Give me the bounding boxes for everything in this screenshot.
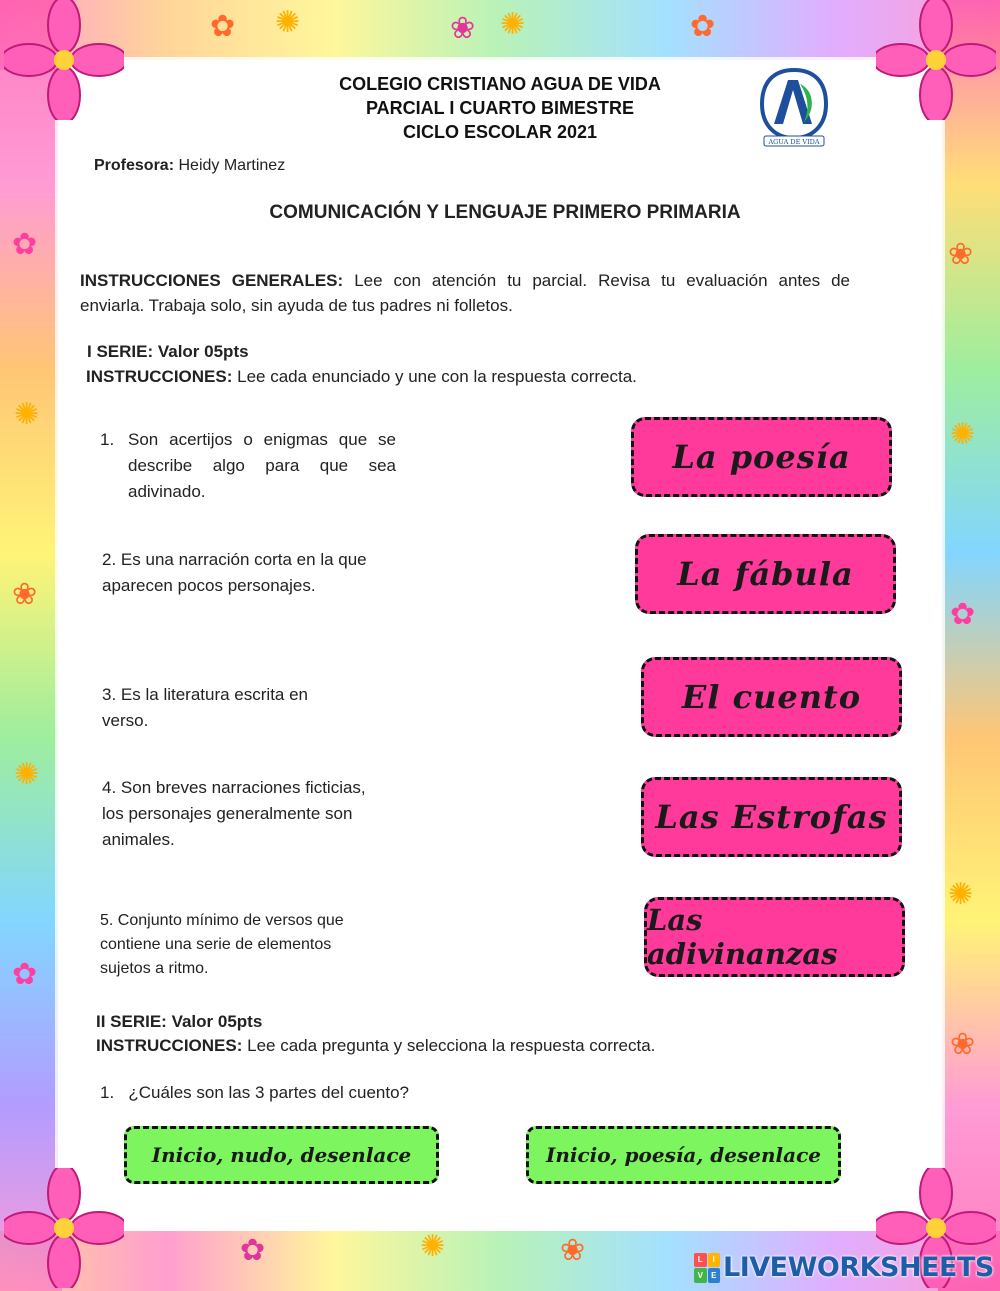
serie2-title: II SERIE: Valor 05pts (96, 1012, 263, 1031)
frame-right-border (938, 0, 1000, 1291)
flower-icon: ❀ (950, 1028, 976, 1061)
flower-icon (4, 1168, 124, 1288)
frame-left-border (0, 0, 62, 1291)
school-name: COLEGIO CRISTIANO AGUA DE VIDA (339, 74, 661, 94)
liveworksheets-text: LIVEWORKSHEETS (723, 1252, 994, 1283)
flower-icon: ✺ (948, 878, 974, 911)
serie1-instructions-label: INSTRUCCIONES: (86, 367, 233, 386)
serie1-instructions (86, 367, 637, 387)
school-logo (758, 66, 830, 148)
svg-text:AGUA DE VIDA: AGUA DE VIDA (768, 138, 820, 146)
flower-icon: ✺ (14, 758, 40, 791)
serie2-instructions-text: Lee cada pregunta y selecciona la respuesta correcta. (247, 1036, 656, 1055)
subject-title: COMUNICACIÓN Y LENGUAJE PRIMERO PRIMARIA (269, 202, 741, 223)
list-item: 3. Es la literatura escrita en verso. (102, 685, 309, 730)
flower-icon: ❀ (450, 12, 476, 45)
school-year: CICLO ESCOLAR 2021 (402, 122, 598, 142)
exam-name: PARCIAL I CUARTO BIMESTRE (365, 98, 634, 118)
flower-icon: ✿ (12, 958, 38, 991)
flower-icon: ✿ (950, 598, 976, 631)
teacher-name: Heidy Martinez (178, 157, 286, 174)
flower-icon: ✿ (210, 10, 236, 43)
list-item: 1. Son acertijos o enigmas que se describe algo para que sea adivinado. (100, 430, 396, 501)
general-instructions-label: INSTRUCCIONES GENERALES: (80, 271, 344, 290)
school-header (290, 72, 710, 144)
flower-icon: ✿ (240, 1234, 266, 1267)
teacher-line (94, 157, 285, 175)
liveworksheets-logo-icon: L I V E (694, 1253, 720, 1283)
serie2-instructions-label: INSTRUCCIONES: (96, 1036, 243, 1055)
answer-card-cuento[interactable]: El cuento (641, 657, 902, 737)
flower-icon: ❀ (12, 578, 38, 611)
flower-icon: ✿ (12, 228, 38, 261)
general-instructions (80, 268, 850, 318)
serie1-title: I SERIE: Valor 05pts (87, 342, 249, 361)
answer-card-fabula[interactable]: La fábula (635, 534, 896, 614)
flower-icon: ❀ (948, 238, 974, 271)
list-item: 4. Son breves narraciones ficticias, los personajes generalmente son animales. (102, 778, 366, 849)
option-inicio-nudo-desenlace[interactable]: Inicio, nudo, desenlace (124, 1126, 439, 1184)
serie1-instructions-text: Lee cada enunciado y une con la respuesta correcta. (237, 367, 637, 386)
flower-icon (876, 0, 996, 120)
flower-icon: ✺ (950, 418, 976, 451)
serie2-instructions (96, 1036, 655, 1056)
option-inicio-poesia-desenlace[interactable]: Inicio, poesía, desenlace (526, 1126, 841, 1184)
flower-icon (4, 0, 124, 120)
flower-icon: ✺ (420, 1230, 446, 1263)
answer-card-poesia[interactable]: La poesía (631, 417, 892, 497)
liveworksheets-watermark (694, 1252, 994, 1283)
flower-icon: ✺ (275, 6, 301, 39)
teacher-label: Profesora: (94, 157, 175, 174)
flower-icon: ✺ (14, 398, 40, 431)
answer-card-adivinanzas[interactable]: Las adivinanzas (644, 897, 905, 977)
list-item: 5. Conjunto mínimo de versos que contiene una serie de elementos sujetos a ritmo. (100, 912, 344, 977)
flower-icon: ✿ (690, 10, 716, 43)
answer-card-estrofas[interactable]: Las Estrofas (641, 777, 902, 857)
flower-icon: ❀ (560, 1234, 586, 1267)
serie2-question: 1. ¿Cuáles son las 3 partes del cuento? (100, 1083, 410, 1102)
flower-icon: ✺ (500, 8, 526, 41)
general-instructions-text: Lee con atención tu parcial. Revisa tu evaluación antes de enviarla. Trabaja solo, sin ayuda de tus padres ni folletos. (80, 271, 851, 315)
list-item: 2. Es una narración corta en la que aparecen pocos personajes. (102, 550, 367, 595)
